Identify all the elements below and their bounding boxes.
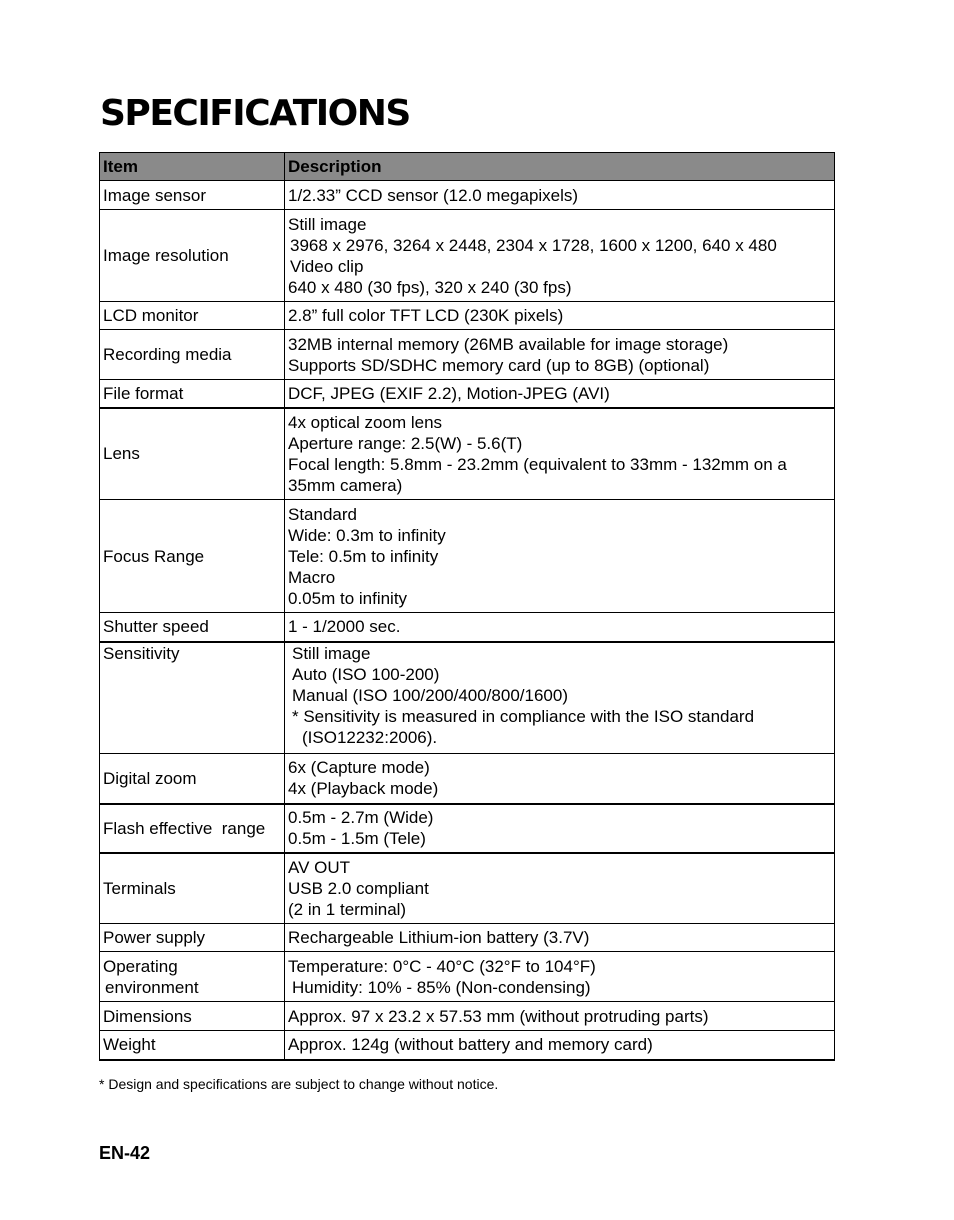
row-description xyxy=(285,500,835,613)
row-description xyxy=(285,613,835,642)
description-line: 0.5m - 2.7m (Wide) xyxy=(288,808,434,827)
description-line: Standard xyxy=(288,504,357,524)
table-row xyxy=(100,613,835,642)
footnote: * Design and specifications are subject to change without notice. xyxy=(99,1076,499,1092)
description-line: Supports SD/SDHC memory card (up to 8GB) (optional) xyxy=(288,355,710,375)
table-row xyxy=(100,408,835,500)
description-line: Approx. 124g (without battery and memory card) xyxy=(288,1035,653,1055)
row-item-line: Operating xyxy=(103,956,178,976)
row-description xyxy=(285,330,835,380)
table-row xyxy=(100,853,835,924)
table-header-row xyxy=(100,153,835,181)
row-item: Shutter speed xyxy=(100,613,285,642)
row-item: Image sensor xyxy=(100,181,285,210)
page-title: SPECIFICATIONS xyxy=(100,93,410,134)
row-description xyxy=(285,952,835,1002)
row-item: Weight xyxy=(100,1031,285,1060)
description-line: 1 - 1/2000 sec. xyxy=(288,617,401,637)
row-description xyxy=(285,804,835,853)
row-item: Recording media xyxy=(100,330,285,380)
description-line: DCF, JPEG (EXIF 2.2), Motion-JPEG (AVI) xyxy=(288,383,610,403)
table-row xyxy=(100,302,835,330)
description-line: Manual (ISO 100/200/400/800/1600) xyxy=(292,685,568,705)
description-line: Tele: 0.5m to infinity xyxy=(288,546,439,566)
row-item xyxy=(100,952,285,1002)
description-line: 0.5m - 1.5m (Tele) xyxy=(288,829,426,848)
table-row xyxy=(100,380,835,408)
table-row xyxy=(100,642,835,754)
row-item: LCD monitor xyxy=(100,302,285,330)
description-line: 4x (Playback mode) xyxy=(288,779,439,799)
row-item: Flash effective range xyxy=(100,804,285,853)
description-line: 32MB internal memory (26MB available for image storage) xyxy=(288,334,729,354)
description-line: 640 x 480 (30 fps), 320 x 240 (30 fps) xyxy=(288,277,572,297)
row-description xyxy=(285,181,835,210)
description-line: Humidity: 10% - 85% (Non-condensing) xyxy=(292,977,591,997)
description-line: Temperature: 0°C - 40°C (32°F to 104°F) xyxy=(288,956,596,976)
table-row xyxy=(100,330,835,380)
table-row xyxy=(100,804,835,853)
row-description xyxy=(285,642,835,754)
row-description xyxy=(285,754,835,804)
row-item-line: environment xyxy=(105,977,199,997)
description-line: 4x optical zoom lens xyxy=(288,412,443,432)
header-item: Item xyxy=(100,153,285,181)
row-item: Lens xyxy=(100,408,285,500)
row-item: File format xyxy=(100,380,285,408)
specifications-table xyxy=(99,152,835,1061)
description-line: Aperture range: 2.5(W) - 5.6(T) xyxy=(288,433,523,453)
description-line: Macro xyxy=(288,567,336,587)
table-row xyxy=(100,754,835,804)
description-line: 2.8” full color TFT LCD (230K pixels) xyxy=(288,306,564,325)
table-row xyxy=(100,1002,835,1031)
page-number: EN-42 xyxy=(99,1143,151,1163)
description-line: 3968 x 2976, 3264 x 2448, 2304 x 1728, 1600 x 1200, 640 x 480 xyxy=(290,235,777,255)
table-row xyxy=(100,210,835,302)
table-row xyxy=(100,1031,835,1060)
table-row xyxy=(100,181,835,210)
row-item: Power supply xyxy=(100,924,285,952)
description-line: * Sensitivity is measured in compliance with the ISO standard xyxy=(292,706,755,726)
row-item: Dimensions xyxy=(100,1002,285,1031)
description-line: Video clip xyxy=(290,256,364,276)
row-description xyxy=(285,408,835,500)
description-line: Focal length: 5.8mm - 23.2mm (equivalent to 33mm - 132mm on a 35mm camera) xyxy=(288,454,787,495)
description-line: Still image xyxy=(288,214,367,234)
table-row xyxy=(100,500,835,613)
row-description xyxy=(285,302,835,330)
table-row xyxy=(100,952,835,1002)
row-description xyxy=(285,380,835,408)
row-description xyxy=(285,210,835,302)
description-line: Approx. 97 x 23.2 x 57.53 mm (without protruding parts) xyxy=(288,1006,709,1026)
description-line: 6x (Capture mode) xyxy=(288,758,430,778)
table-row xyxy=(100,924,835,952)
description-line: Wide: 0.3m to infinity xyxy=(288,525,446,545)
row-item: Digital zoom xyxy=(100,754,285,804)
row-description xyxy=(285,1031,835,1060)
row-item: Terminals xyxy=(100,853,285,924)
description-line: 0.05m to infinity xyxy=(288,588,408,608)
row-description xyxy=(285,853,835,924)
description-line: (2 in 1 terminal) xyxy=(288,899,407,919)
row-item: Image resolution xyxy=(100,210,285,302)
description-line: 1/2.33” CCD sensor (12.0 megapixels) xyxy=(288,185,579,205)
header-description: Description xyxy=(285,153,835,181)
row-description xyxy=(285,1002,835,1031)
description-line: Auto (ISO 100-200) xyxy=(292,664,440,684)
description-line: (ISO12232:2006). xyxy=(302,727,438,747)
row-item: Focus Range xyxy=(100,500,285,613)
description-line: USB 2.0 compliant xyxy=(288,878,429,898)
description-line: AV OUT xyxy=(288,857,351,877)
description-line: Still image xyxy=(292,643,371,663)
description-line: Rechargeable Lithium-ion battery (3.7V) xyxy=(288,928,590,947)
row-item: Sensitivity xyxy=(100,642,285,754)
row-description xyxy=(285,924,835,952)
